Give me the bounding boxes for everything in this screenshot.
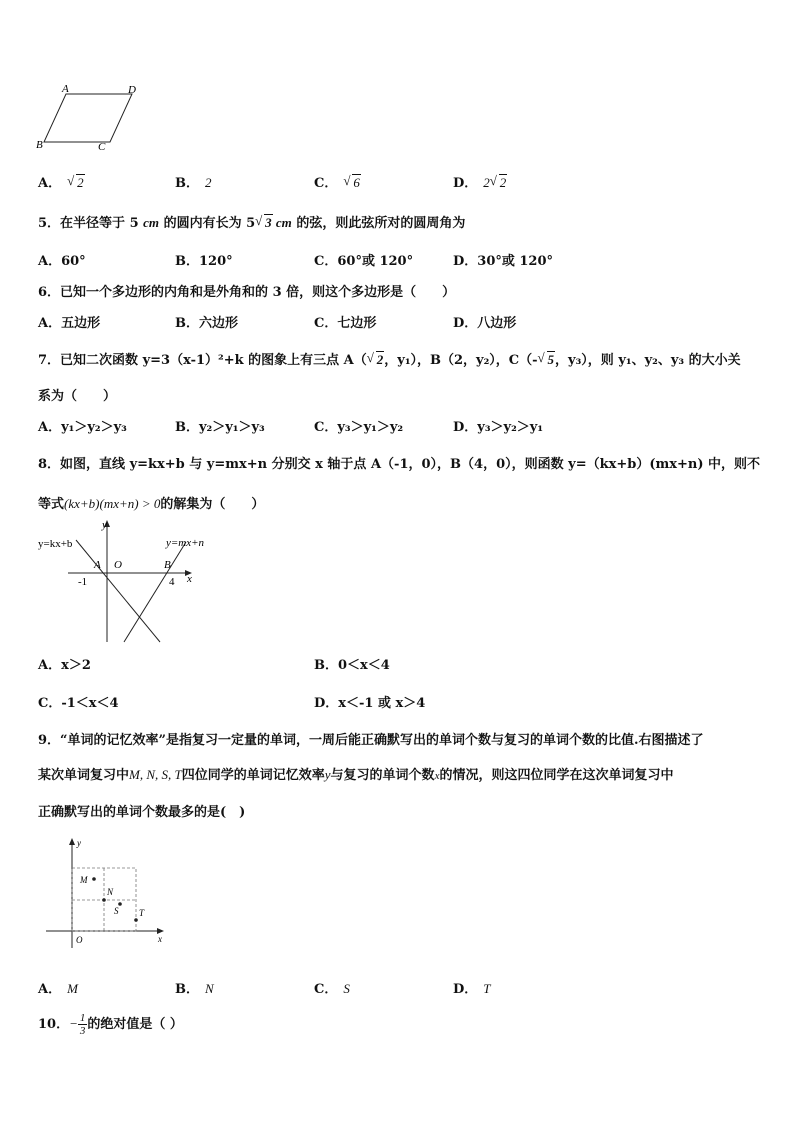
question-9-line-2: 某次单词复习中M, N, S, T四位同学的单词记忆效率y与复习的单词个数x的情况，则这四位同学在这次单词复习中 — [38, 767, 674, 783]
vertex-c-label: C — [98, 141, 106, 153]
q4-option-d[interactable]: D． 2√ 2 — [453, 172, 507, 191]
q7-option-a[interactable]: A．y₁＞y₂＞y₃ — [38, 420, 127, 435]
q6-option-d[interactable]: D．八边形 — [453, 316, 517, 331]
q9-label-m: M — [80, 875, 88, 885]
q8-option-c[interactable]: C．-1＜x＜4 — [38, 696, 119, 711]
q8-tick-4: 4 — [169, 576, 175, 588]
q8-option-d[interactable]: D．x＜-1 或 x＞4 — [314, 696, 426, 711]
question-5-text: 5．在半径等于 5 cm 的圆内有长为 5√ 3 cm 的弦，则此弦所对的圆周角为 — [38, 212, 465, 231]
q9-axis-x-label: x — [158, 934, 162, 944]
q9-option-b[interactable]: B． N — [175, 981, 214, 997]
vertex-a-label: A — [62, 83, 69, 95]
q9-axis-y-label: y — [77, 838, 81, 848]
q6-option-a[interactable]: A．五边形 — [38, 316, 101, 331]
q9-option-c[interactable]: C． S — [314, 981, 350, 997]
point-t — [134, 918, 138, 922]
parallelogram-figure — [34, 82, 144, 154]
vertex-d-label: D — [128, 84, 136, 96]
q4-option-b[interactable]: B． 2 — [175, 175, 212, 191]
q5-option-a[interactable]: A．60° — [38, 254, 86, 269]
q8-option-b[interactable]: B．0＜x＜4 — [314, 658, 390, 673]
question-9-line-1: 9．“单词的记忆效率”是指复习一定量的单词，一周后能正确默写出的单词个数与复习的单词个数的比值.右图描述了 — [38, 733, 704, 748]
q4-option-a[interactable]: A．√ 2 — [38, 172, 85, 191]
q8-point-b-label: B — [164, 559, 171, 571]
q7-option-b[interactable]: B．y₂＞y₁＞y₃ — [175, 420, 265, 435]
point-n — [102, 898, 106, 902]
point-m — [92, 877, 96, 881]
q4-option-c[interactable]: C．√ 6 — [314, 172, 361, 191]
question-8-line-2: 等式(kx+b)(mx+n) > 0的解集为（ ） — [38, 496, 265, 512]
q9-label-s: S — [114, 906, 119, 916]
q8-axis-x-label: x — [187, 573, 192, 585]
vertex-b-label: B — [36, 139, 43, 151]
q8-option-a[interactable]: A．x＞2 — [38, 658, 91, 673]
q8-axis-y-label: y — [102, 519, 107, 531]
question-6-text: 6．已知一个多边形的内角和是外角和的 3 倍，则这个多边形是（ ） — [38, 285, 456, 300]
q9-label-n: N — [107, 887, 114, 897]
question-8-line-1: 8．如图，直线 y=kx+b 与 y=mx+n 分别交 x 轴于点 A（-1，0），B（4，0），则函数 y=（kx+b）(mx+n) 中，则不 — [38, 457, 761, 472]
q6-option-b[interactable]: B．六边形 — [175, 316, 238, 331]
q5-option-b[interactable]: B．120° — [175, 254, 233, 269]
question-10-text: 10．− $\frac{1}{3}$ 的绝对值是（ ） — [38, 1012, 183, 1037]
question-7-line-1: 7．已知二次函数 y=3（x-1）²+k 的图象上有三点 A（√ 2，y₁），B（2，y₂），C（-√ 5，y₃），则 y₁、y₂、y₃ 的大小关 — [38, 349, 741, 368]
q9-scatter-figure — [40, 836, 170, 951]
q5-option-c[interactable]: C．60°或 120° — [314, 254, 414, 269]
q9-option-d[interactable]: D． T — [453, 981, 491, 997]
question-9-line-3: 正确默写出的单词个数最多的是( ) — [38, 805, 246, 820]
q8-point-a-label: A — [94, 559, 101, 571]
q8-origin-label: O — [114, 559, 122, 571]
q9-origin-label: O — [76, 935, 83, 945]
q5-option-d[interactable]: D．30°或 120° — [453, 254, 554, 269]
q7-option-d[interactable]: D．y₃＞y₂＞y₁ — [453, 420, 544, 435]
point-s — [118, 902, 122, 906]
q9-option-a[interactable]: A． M — [38, 981, 78, 997]
q7-option-c[interactable]: C．y₃＞y₁＞y₂ — [314, 420, 404, 435]
q6-option-c[interactable]: C．七边形 — [314, 316, 377, 331]
q8-line-kx-b-label: y=kx+b — [38, 538, 73, 550]
q8-line-mx-n-label: y=mx+n — [166, 537, 205, 549]
q9-label-t: T — [139, 908, 145, 918]
question-7-line-2: 系为（ ） — [38, 389, 117, 404]
q8-lines-figure — [36, 518, 236, 648]
q8-tick-minus-1: -1 — [78, 576, 88, 588]
